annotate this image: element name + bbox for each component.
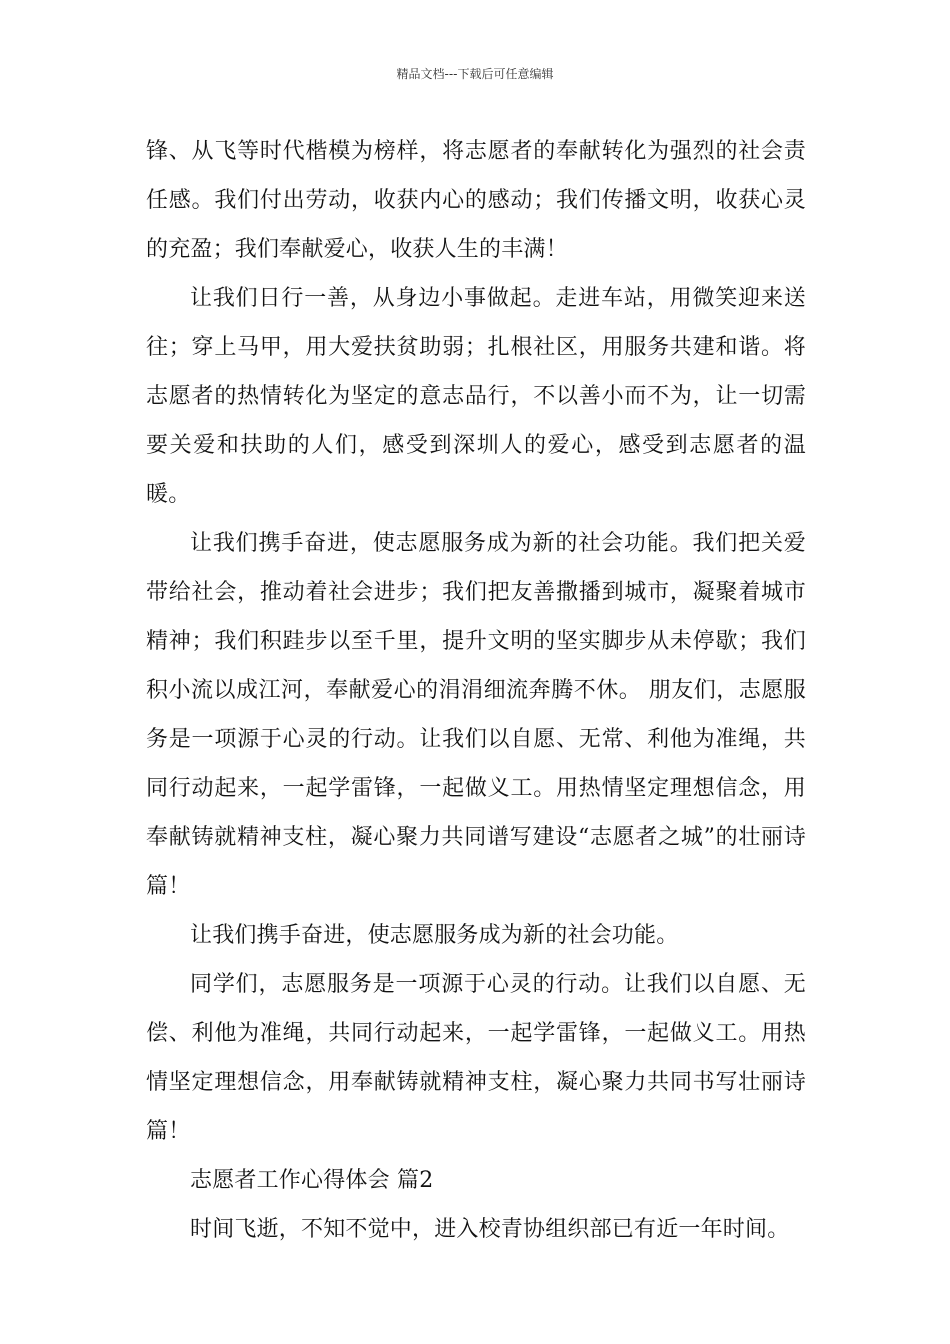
paragraph: 锋、从飞等时代楷模为榜样，将志愿者的奉献转化为强烈的社会责任感。我们付出劳动，收获内心的感动；我们传播文明，收获心灵的充盈；我们奉献爱心，收获人生的丰满！: [146, 139, 806, 262]
paragraph: 让我们日行一善，从身边小事做起。走进车站，用微笑迎来送往；穿上马甲，用大爱扶贫助弱；扎根社区，用服务共建和谐。将志愿者的热情转化为坚定的意志品行，不以善小而不为，让一切需要关爱和扶助的人们，感受到深圳人的爱心，感受到志愿者的温暖。: [146, 286, 806, 507]
paragraph: 让我们携手奋进，使志愿服务成为新的社会功能。我们把关爱带给社会，推动着社会进步；我们把友善撒播到城市，凝聚着城市精神；我们积跬步以至千里，提升文明的坚实脚步从未停歇；我们积小流以成江河，奉献爱心的涓涓细流奔腾不休。 朋友们，志愿服务是一项源于心灵的行动。让我们以自愿、无常、利他为准绳，共同行动起来，一起学雷锋，一起做义工。用热情坚定理想信念，用奉献铸就精神支柱，凝心聚力共同谱写建设“志愿者之城”的壮丽诗篇！: [146, 531, 806, 899]
document-body: [146, 127, 806, 1254]
paragraph: 让我们携手奋进，使志愿服务成为新的社会功能。: [190, 923, 679, 948]
paragraph: 时间飞逝，不知不觉中，进入校青协组织部已有近一年时间。: [190, 1217, 790, 1242]
paragraph: 同学们，志愿服务是一项源于心灵的行动。让我们以自愿、无偿、利他为准绳，共同行动起来，一起学雷锋，一起做义工。用热情坚定理想信念，用奉献铸就精神支柱，凝心聚力共同书写壮丽诗篇！: [146, 972, 806, 1144]
section-heading: 志愿者工作心得体会 篇2: [190, 1168, 434, 1193]
page-header: 精品文档---下载后可任意编辑: [396, 67, 554, 81]
